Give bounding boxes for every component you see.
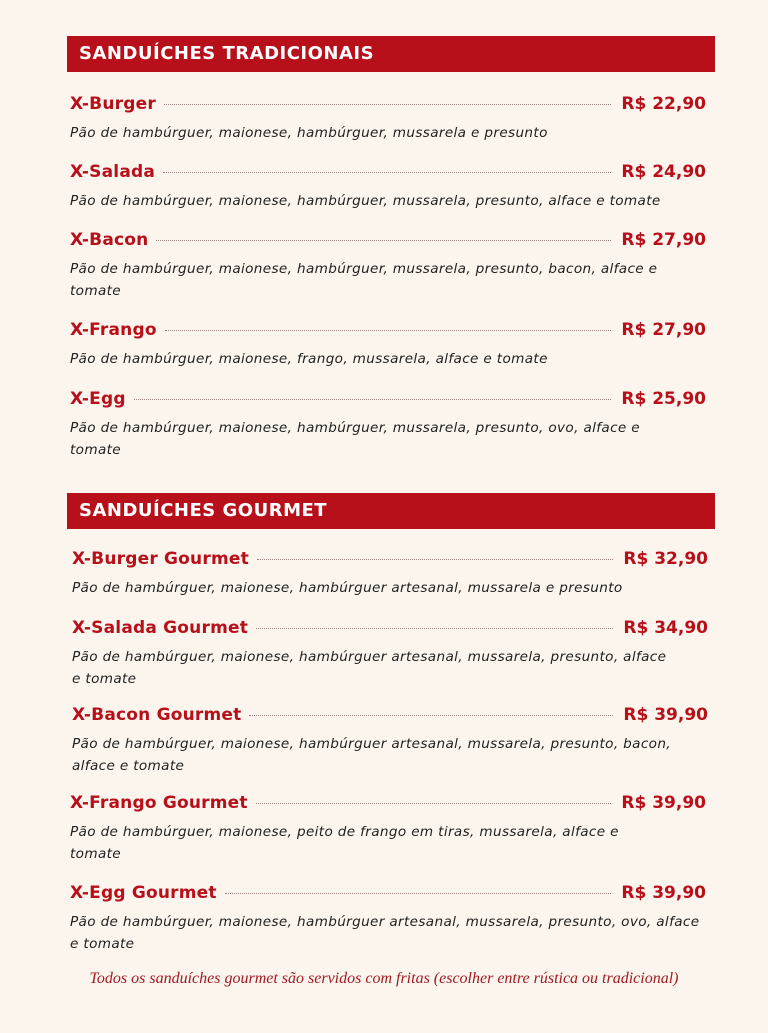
item-price: R$ 32,90 — [623, 549, 708, 569]
footer-note: Todos os sanduíches gourmet são servidos com fritas (escolher entre rústica ou tradicional) — [89, 970, 679, 987]
dot-leader — [249, 715, 613, 716]
item-description: Pão de hambúrguer, maionese, hambúrguer artesanal, mussarela, presunto, bacon, alface e tomate — [72, 736, 671, 774]
item-price: R$ 39,90 — [621, 793, 706, 813]
item-price: R$ 39,90 — [621, 883, 706, 903]
item-name: X-Salada — [70, 162, 156, 182]
menu-item-x-salada-gourmet — [72, 618, 708, 690]
section-header-tradicionais: SANDUÍCHES TRADICIONAIS — [67, 36, 715, 72]
menu-item-x-egg — [70, 389, 706, 461]
item-description: Pão de hambúrguer, maionese, hambúrguer, mussarela, presunto, alface e tomate — [70, 193, 661, 209]
menu-item-x-burger — [70, 94, 706, 145]
section-header-gourmet: SANDUÍCHES GOURMET — [67, 493, 715, 529]
dot-leader — [156, 240, 611, 241]
dot-leader — [163, 172, 611, 173]
item-name: X-Bacon Gourmet — [72, 705, 242, 725]
item-price: R$ 34,90 — [623, 618, 708, 638]
item-name: X-Burger — [70, 94, 156, 114]
item-name: X-Frango — [70, 320, 157, 340]
item-name: X-Salada Gourmet — [72, 618, 249, 638]
item-description: Pão de hambúrguer, maionese, hambúrguer artesanal, mussarela e presunto — [72, 580, 623, 596]
menu-item-x-egg-gourmet — [70, 883, 706, 955]
dot-leader — [134, 399, 612, 400]
item-name: X-Egg — [70, 389, 126, 409]
item-description: Pão de hambúrguer, maionese, peito de frango em tiras, mussarela, alface e tomate — [70, 824, 619, 862]
dot-leader — [257, 559, 613, 560]
item-name: X-Frango Gourmet — [70, 793, 248, 813]
dot-leader — [256, 803, 612, 804]
menu-item-x-burger-gourmet — [72, 549, 708, 600]
item-description: Pão de hambúrguer, maionese, frango, mussarela, alface e tomate — [70, 351, 548, 367]
menu-item-x-frango — [70, 320, 706, 371]
item-price: R$ 27,90 — [621, 230, 706, 250]
menu-item-x-frango-gourmet — [70, 793, 706, 865]
dot-leader — [164, 104, 611, 105]
item-description: Pão de hambúrguer, maionese, hambúrguer artesanal, mussarela, presunto, ovo, alface e tomate — [70, 914, 700, 952]
item-price: R$ 27,90 — [621, 320, 706, 340]
item-description: Pão de hambúrguer, maionese, hambúrguer, mussarela, presunto, bacon, alface e tomate — [70, 261, 658, 299]
menu-item-x-bacon-gourmet — [72, 705, 708, 777]
item-description: Pão de hambúrguer, maionese, hambúrguer artesanal, mussarela, presunto, alface e tomate — [72, 649, 667, 687]
dot-leader — [256, 628, 613, 629]
dot-leader — [225, 893, 612, 894]
item-price: R$ 39,90 — [623, 705, 708, 725]
menu-item-x-bacon — [70, 230, 706, 302]
item-price: R$ 22,90 — [621, 94, 706, 114]
item-name: X-Burger Gourmet — [72, 549, 249, 569]
item-name: X-Bacon — [70, 230, 149, 250]
item-price: R$ 24,90 — [621, 162, 706, 182]
item-description: Pão de hambúrguer, maionese, hambúrguer, mussarela, presunto, ovo, alface e tomate — [70, 420, 640, 458]
item-price: R$ 25,90 — [621, 389, 706, 409]
dot-leader — [165, 330, 612, 331]
menu-item-x-salada — [70, 162, 706, 213]
item-name: X-Egg Gourmet — [70, 883, 217, 903]
item-description: Pão de hambúrguer, maionese, hambúrguer, mussarela e presunto — [70, 125, 548, 141]
